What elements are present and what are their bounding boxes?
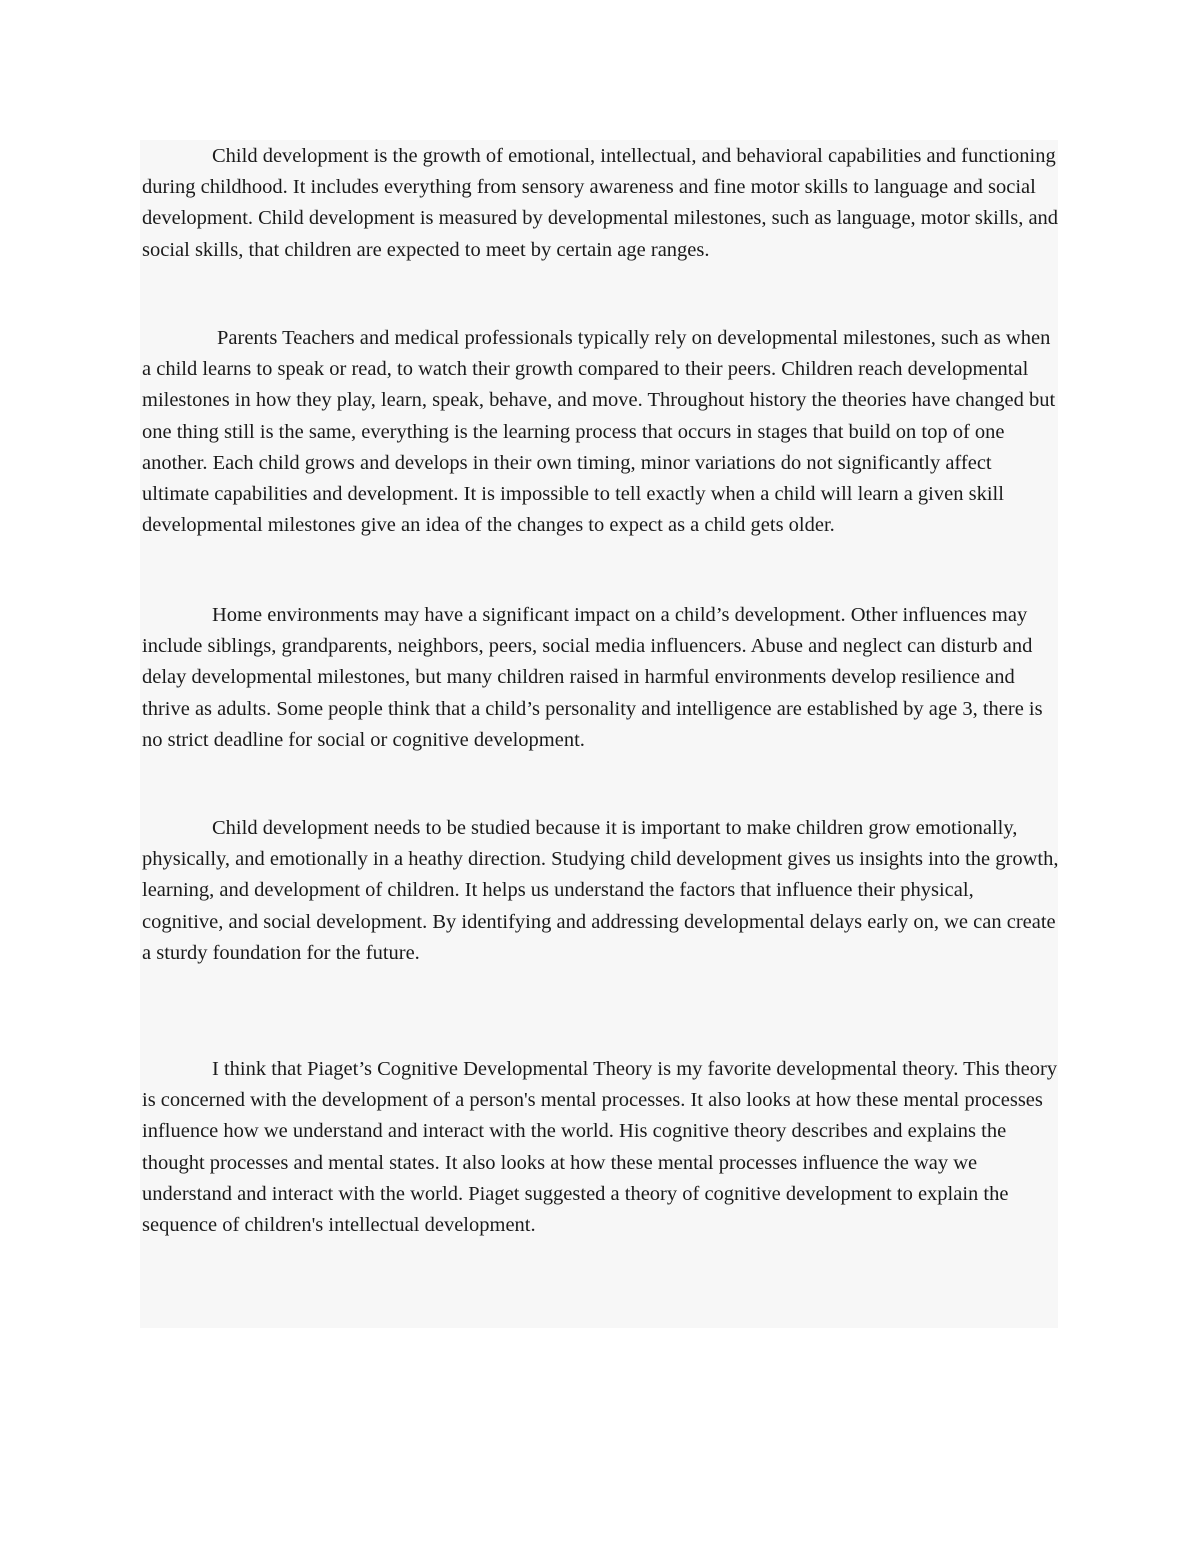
paragraph-home-environments: Home environments may have a significant impact on a child’s development. Other influences may include siblings, grandparents, neighbors, peers, social media influencers. Abuse and neglect can disturb and delay developmental milestones, but many children raised in harmful environments develop resilience and thrive as adults. Some people think that a child’s personality and intelligence are established by age 3, there is no strict deadline for social or cognitive development. [142, 604, 1043, 751]
paragraph-child-development-definition: Child development is the growth of emotional, intellectual, and behavioral capabilities and functioning during childhood. It includes everything from sensory awareness and fine motor skills to language and social development. Child development is measured by developmental milestones, such as language, motor skills, and social skills, that children are expected to meet by certain age ranges. [142, 145, 1059, 261]
paragraph-developmental-milestones: Parents Teachers and medical professionals typically rely on developmental milestones, such as when a child learns to speak or read, to watch their growth compared to their peers. Children reach developmental milestones in how they play, learn, speak, behave, and move. Throughout history the theories have changed but one thing still is the same, everything is the learning process that occurs in stages that build on top of one another. Each child grows and develops in their own timing, minor variations do not significantly affect ultimate capabilities and development. It is impossible to tell exactly when a child will learn a given skill developmental milestones give an idea of the changes to expect as a child gets older. [142, 327, 1056, 537]
paragraph-why-study: Child development needs to be studied because it is important to make children grow emotionally, physically, and emotionally in a heathy direction. Studying child development gives us insights into the growth, learning, and development of children. It helps us understand the factors that influence their physical, cognitive, and social development. By identifying and addressing developmental delays early on, we can create a sturdy foundation for the future. [142, 817, 1059, 964]
paragraph-piaget-theory: I think that Piaget’s Cognitive Developmental Theory is my favorite developmental theory. This theory is concerned with the development of a person's mental processes. It also looks at how these mental processes influence how we understand and interact with the world. His cognitive theory describes and explains the thought processes and mental states. It also looks at how these mental processes influence the way we understand and interact with the world. Piaget suggested a theory of cognitive development to explain the sequence of children's intellectual development. [142, 1058, 1058, 1237]
